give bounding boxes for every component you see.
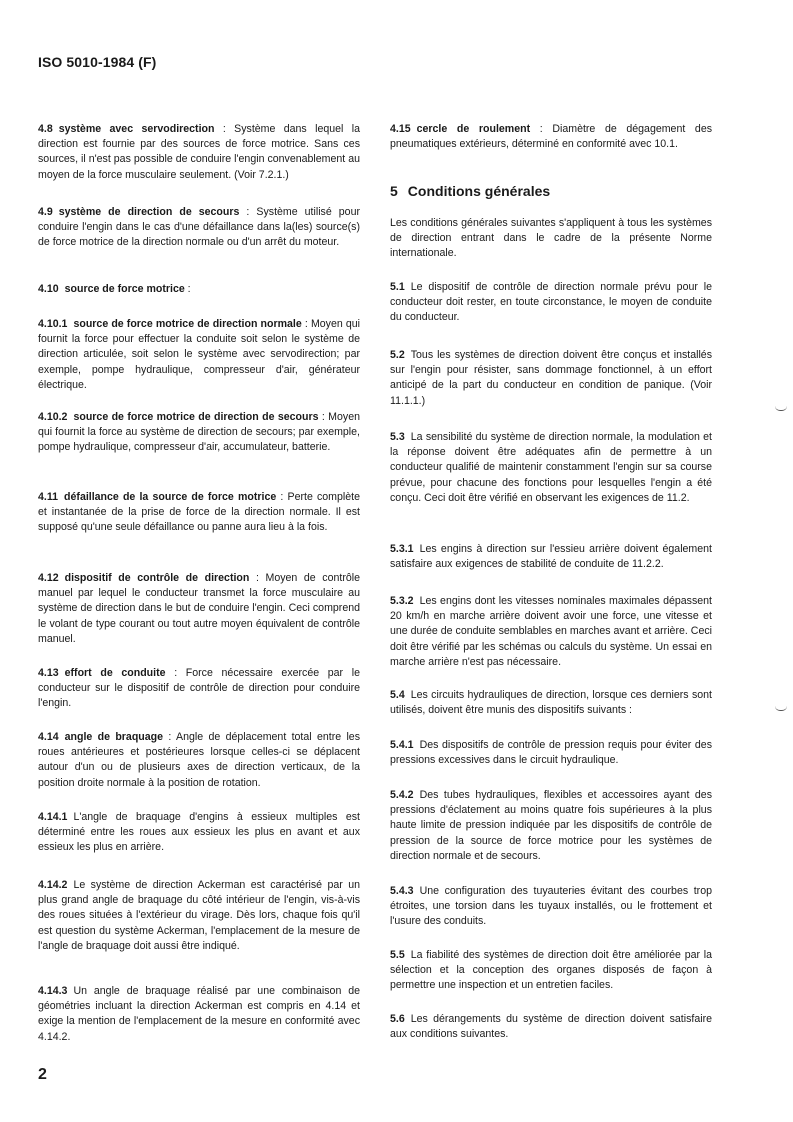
clause-4-13: 4.13 effort de conduite : Force nécessaire exercée par le conducteur sur le dispositif de contrôle de direction pour conduire l'engin. — [38, 667, 360, 710]
clause-4-10: 4.10 source de force motrice : — [38, 283, 191, 295]
clause-4-9: 4.9 système de direction de secours : Système utilisé pour conduire l'engin dans le cas d'une défaillance dans la(les) source(s) de force motrice de la direction normale ou d'un arrêt du moteur. — [38, 206, 360, 249]
clause-4-10-2: 4.10.2 source de force motrice de direction de secours : Moyen qui fournit la force au système de direction de secours; par exemple, pompe hydraulique, compresseur d'air, accumulateur, batterie. — [38, 411, 360, 454]
section-intro: Les conditions générales suivantes s'appliquent à tous les systèmes de direction entrant dans le cadre de la présente Norme internationale. — [390, 217, 712, 260]
clause-5-4-1: 5.4.1 Des dispositifs de contrôle de pression requis pour éviter des pressions excessives dans le circuit hydraulique. — [390, 739, 712, 767]
clause-4-15: 4.15 cercle de roulement : Diamètre de dégagement des pneumatiques extérieurs, déterminé en conformité avec 10.1. — [390, 123, 713, 151]
document-header: ISO 5010-1984 (F) — [38, 54, 157, 70]
clause-4-11: 4.11 défaillance de la source de force motrice : Perte complète et instantanée de la prise de force de la direction normale. Il est supposé qu'une seule défaillance ou panne aura lieu à la fois. — [38, 491, 360, 534]
clause-5-4: 5.4 Les circuits hydrauliques de direction, lorsque ces derniers sont utilisés, doivent être munis des dispositifs suivants : — [390, 689, 712, 717]
page-number: 2 — [38, 1066, 47, 1083]
margin-mark — [775, 706, 787, 711]
section-heading: 5 Conditions générales — [390, 183, 551, 199]
clause-5-4-3: 5.4.3 Une configuration des tuyauteries évitant des courbes trop étroites, une torsion dans les tuyaux installés, ou le frottement et l'usure des conduits. — [390, 885, 712, 928]
clause-4-8: 4.8 système avec servodirection : Système dans lequel la direction est fournie par des sources de force motrice. Sans ces sources, il n'est pas possible de conduire l'engin convenablement au moyen de la force musculaire seulement. (Voir 7.2.1.) — [38, 123, 360, 181]
clause-5-1: 5.1 Le dispositif de contrôle de direction normale prévu pour le conducteur doit rester, en toute circonstance, le moyen de conduite du conducteur. — [390, 281, 712, 324]
clause-4-12: 4.12 dispositif de contrôle de direction : Moyen de contrôle manuel par lequel le conducteur transmet la force musculaire au système de direction dans le but de conduire l'engin. Ceci comprend le volant de type courant ou tout autre moyen équivalent de contrôle manuel. — [38, 572, 360, 645]
clause-5-4-2: 5.4.2 Des tubes hydrauliques, flexibles et accessoires ayant des pressions d'éclatement au moins quatre fois supérieures à la plus haute limite de pression indiquée par les dispositifs de contrôle de pression de la source de force motrice pour les systèmes de direction normale et de secours. — [390, 789, 712, 862]
clause-4-14: 4.14 angle de braquage : Angle de déplacement total entre les roues antérieures et postérieures lorsque celles-ci se déplacent autour d'un ou de plusieurs axes de direction verticaux, de la position droite normale à la position de rotation. — [38, 731, 360, 789]
clause-4-10-1: 4.10.1 source de force motrice de direction normale : Moyen qui fournit la force pour effectuer la conduite soit selon le système de direction articulée, soit selon le système avec servodirection; par exemple, pompe hydraulique, compresseur d'air, générateur électrique. — [38, 318, 360, 391]
clause-4-14-3: 4.14.3 Un angle de braquage réalisé par une combinaison de géométries incluant la direction Ackerman est compris en 4.14 et exige la mention de l'emplacement de la mesure en conformité avec 4.14.2. — [38, 985, 360, 1043]
clause-5-3-2: 5.3.2 Les engins dont les vitesses nominales maximales dépassent 20 km/h en marche arrière doivent avoir une force, une vitesse et une durée de conduite semblables en marches avant et arrière. Ceci doit être vérifié par les schémas ou calculs du système. Un essai en marche arrière n'est pas nécessaire. — [390, 595, 712, 668]
clause-5-5: 5.5 La fiabilité des systèmes de direction doit être améliorée par la sélection et la conception des organes disposés de façon à permettre une inspection et un entretien faciles. — [390, 949, 712, 992]
clause-4-14-1: 4.14.1 L'angle de braquage d'engins à essieux multiples est déterminé entre les roues aux essieux les plus en avant et aux essieux les plus en arrière. — [38, 811, 360, 854]
clause-5-6: 5.6 Les dérangements du système de direction doivent satisfaire aux conditions suivantes. — [390, 1013, 712, 1041]
clause-5-3-1: 5.3.1 Les engins à direction sur l'essieu arrière doivent également satisfaire aux exigences de stabilité de conduite de 11.2.2. — [390, 543, 712, 571]
clause-5-2: 5.2 Tous les systèmes de direction doivent être conçus et installés sur l'engin pour résister, sans dommage fonctionnel, à un effort anticipé de la part du conducteur en condition de panique. (Voir 11.1.1.) — [390, 349, 712, 407]
margin-mark — [775, 406, 787, 411]
clause-5-3: 5.3 La sensibilité du système de direction normale, la modulation et la réponse doivent être adéquates afin de permettre à un conducteur qualifié de maintenir constamment l'engin sur sa course prévue, pour chacune des fonctions pour lesquelles l'engin a été conçu. Ceci doit être vérifié en observant les exigences de 11.2. — [390, 431, 712, 504]
clause-4-14-2: 4.14.2 Le système de direction Ackerman est caractérisé par un plus grand angle de braquage du côté intérieur de l'engin, vis-à-vis des roues situées à l'extérieur du virage. Dès lors, chaque fois qu'il est question du système Ackerman, l'emplacement de la mesure de l'angle de braquage doit aussi être indiqué. — [38, 879, 360, 952]
